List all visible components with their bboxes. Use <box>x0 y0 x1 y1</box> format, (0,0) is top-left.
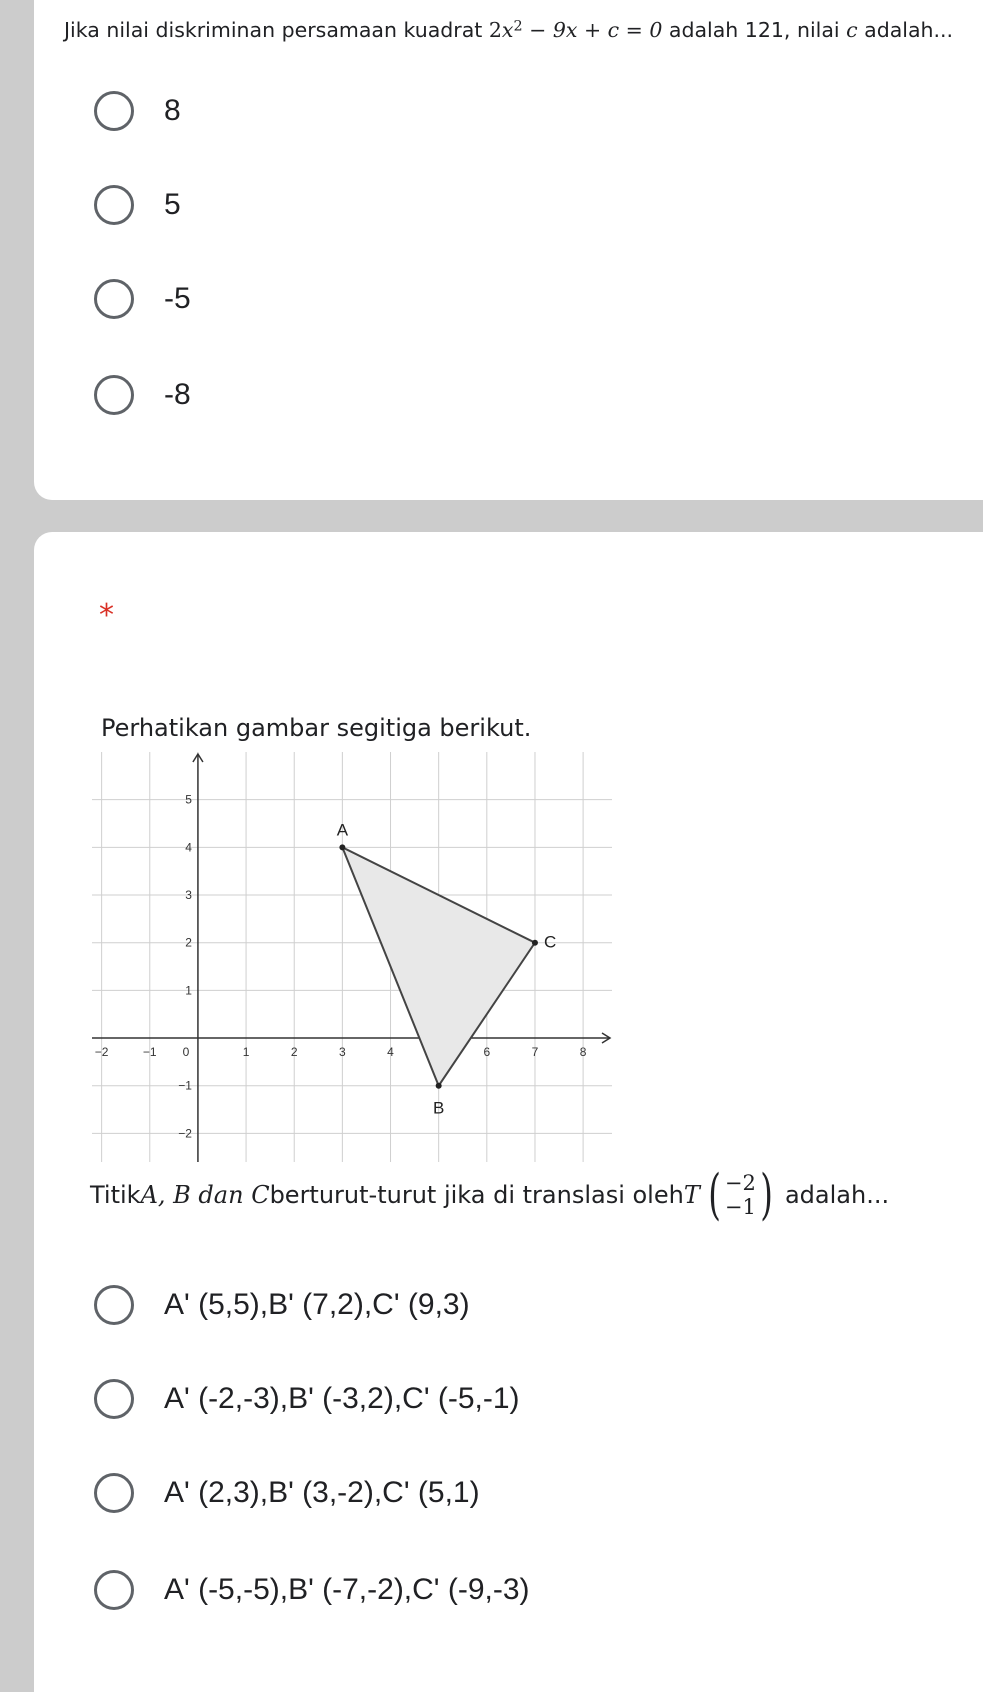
x-tick-label: 6 <box>483 1045 491 1060</box>
q2-option-3[interactable] <box>94 1468 480 1518</box>
vertex-b-label: B <box>432 1098 445 1118</box>
y-tick-label: −1 <box>178 1078 192 1093</box>
y-tick-label: 1 <box>185 983 192 998</box>
radio-button[interactable] <box>94 185 134 225</box>
question-1-text: Jika nilai diskriminan persamaan kuadrat $2x^2 - 9x + c = 0$ adalah 121, nilai c adalah... <box>64 18 954 42</box>
vertex-c-label: C <box>543 932 557 952</box>
vertex-a-point <box>339 844 345 850</box>
required-asterisk: * <box>99 598 114 633</box>
vertex-b-point <box>436 1083 442 1089</box>
option-label: A' (2,3),B' (3,-2),C' (5,1) <box>164 1476 480 1509</box>
radio-button[interactable] <box>94 1473 134 1513</box>
vertex-a-label: A <box>336 820 349 840</box>
question-2-text: Titik A, B dan C berturut-turut jika di translasi oleh T ( −2 −1 ) adalah... <box>90 1163 890 1226</box>
q2-option-4[interactable] <box>94 1565 530 1615</box>
radio-button[interactable] <box>94 279 134 319</box>
q1-option-4[interactable] <box>94 370 191 420</box>
y-tick-label: 4 <box>185 840 192 855</box>
q1-option-3[interactable] <box>94 274 191 324</box>
x-tick-label: 0 <box>182 1045 190 1060</box>
x-tick-label: 2 <box>290 1045 298 1060</box>
vertex-c-point <box>532 940 538 946</box>
radio-button[interactable] <box>94 1285 134 1325</box>
option-label: A' (-5,-5),B' (-7,-2),C' (-9,-3) <box>164 1573 530 1606</box>
y-tick-label: −2 <box>178 1126 192 1141</box>
option-label: -5 <box>164 282 191 315</box>
option-label: A' (-2,-3),B' (-3,2),C' (-5,-1) <box>164 1382 520 1415</box>
triangle-graph <box>92 752 612 1162</box>
radio-button[interactable] <box>94 1570 134 1610</box>
q2-option-2[interactable] <box>94 1374 520 1424</box>
translation-vector: ( −2 −1 ) <box>708 1163 773 1226</box>
x-tick-label: 3 <box>339 1045 346 1060</box>
x-tick-label: 1 <box>242 1045 250 1060</box>
question-2-title: Perhatikan gambar segitiga berikut. <box>101 714 532 742</box>
option-label: A' (5,5),B' (7,2),C' (9,3) <box>164 1288 470 1321</box>
y-tick-label: 5 <box>185 792 192 807</box>
y-tick-label: 2 <box>185 935 192 950</box>
radio-button[interactable] <box>94 1379 134 1419</box>
x-tick-label: 8 <box>579 1045 587 1060</box>
option-label: 5 <box>164 188 181 221</box>
radio-button[interactable] <box>94 91 134 131</box>
y-tick-label: 3 <box>185 888 192 903</box>
q1-option-2[interactable] <box>94 180 181 230</box>
x-tick-label: 7 <box>531 1045 539 1060</box>
x-tick-label: −1 <box>142 1045 157 1060</box>
option-label: 8 <box>164 94 181 127</box>
quadratic-equation: $2x^2 - 9x + c = 0$ <box>488 18 663 42</box>
q1-option-1[interactable] <box>94 86 181 136</box>
question-card-1 <box>34 0 983 500</box>
x-tick-label: 4 <box>387 1045 394 1060</box>
x-tick-label: −2 <box>94 1045 109 1060</box>
q2-option-1[interactable] <box>94 1280 470 1330</box>
option-label: -8 <box>164 378 191 411</box>
radio-button[interactable] <box>94 375 134 415</box>
